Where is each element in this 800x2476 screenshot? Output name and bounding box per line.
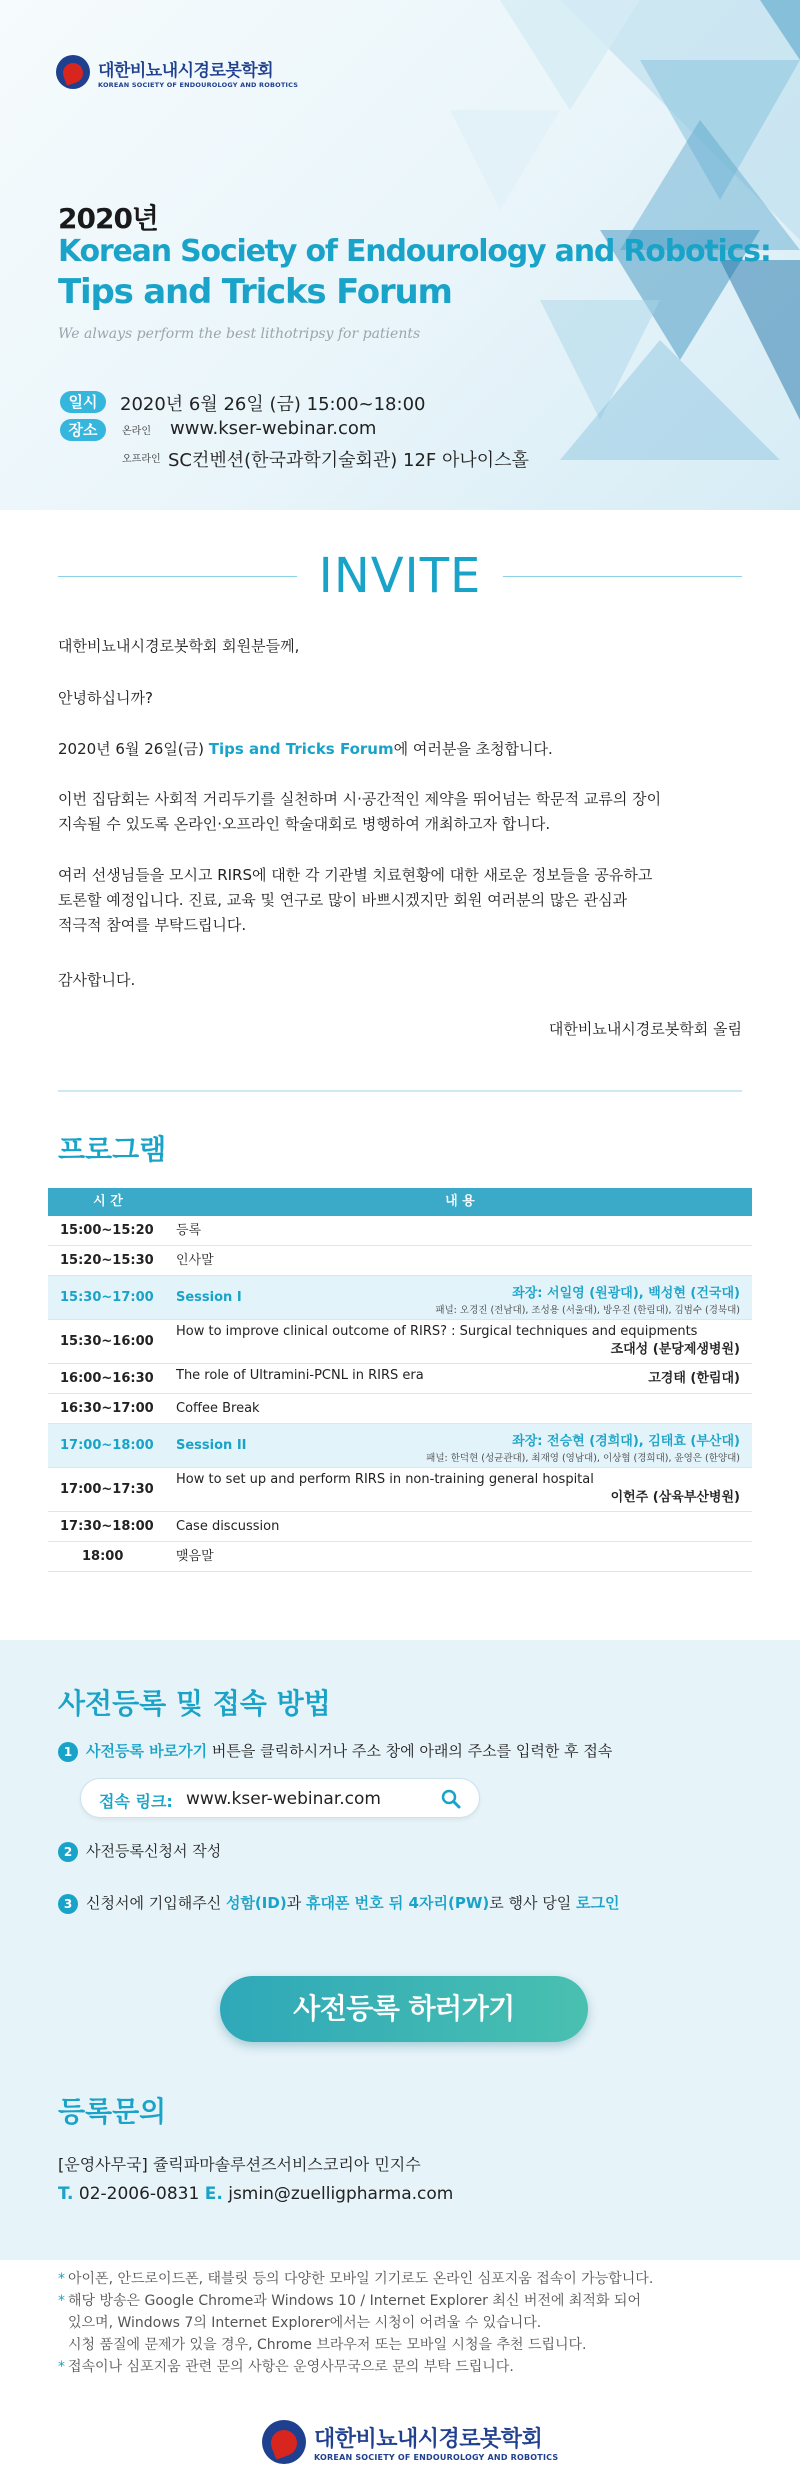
logo-english-name: KOREAN SOCIETY OF ENDOUROLOGY AND ROBOTICS (98, 80, 299, 89)
inquiry-office: [운영사무국] 쥴릭파마솔루션즈서비스코리아 민지수 (58, 2155, 421, 2174)
online-url[interactable]: www.kser-webinar.com (170, 418, 377, 439)
column-header-content: 내 용 (445, 1194, 475, 1209)
section-divider (58, 1090, 742, 1092)
program-row (48, 1246, 752, 1276)
email-label: E. (204, 2184, 223, 2204)
program-row-time: 15:30~16:00 (60, 1334, 154, 1349)
program-row-content (168, 1394, 752, 1423)
step-1-number: 1 (58, 1742, 78, 1762)
step-3-text-e: 로 행사 당일 (489, 1894, 576, 1912)
access-link-url[interactable]: www.kser-webinar.com (186, 1789, 381, 1809)
event-year: 2020년 (58, 202, 158, 235)
program-row-content (168, 1216, 752, 1245)
program-row-time: 16:00~16:30 (60, 1371, 154, 1386)
program-row-content (168, 1364, 752, 1393)
program-row-time: 18:00 (82, 1549, 124, 1564)
society-logo (56, 55, 298, 89)
preregister-shortcut-link[interactable]: 사전등록 바로가기 (86, 1742, 208, 1760)
note-contact: * 접속이나 심포지움 관련 문의 사항은 운영사무국으로 문의 부탁 드립니다. (58, 2356, 748, 2378)
program-row (48, 1468, 752, 1512)
note-browser-1: * 해당 방송은 Google Chrome과 Windows 10 / Internet Explorer 최신 버전에 최적화 되어 (58, 2290, 748, 2312)
offline-venue: SC컨벤션(한국과학기술회관) 12F 아나이스홀 (168, 450, 529, 471)
speaker: 조대성 (분당제생병원) (610, 1342, 740, 1357)
program-row-content (168, 1246, 752, 1275)
divider-right (503, 576, 742, 577)
access-link-box[interactable] (80, 1778, 480, 1818)
step-2-number: 2 (58, 1842, 78, 1862)
preregister-button[interactable]: 사전등록 하러가기 (220, 1976, 588, 2042)
forum-name-highlight: Tips and Tricks Forum (208, 740, 394, 758)
paragraph2-line2: 토론할 예정입니다. 진료, 교육 및 연구로 많이 바쁘시겠지만 회원 여러분의 많은 관심과 (58, 891, 628, 909)
tel-label: T. (58, 2184, 74, 2204)
program-row-time: 17:00~17:30 (60, 1482, 154, 1497)
step-3-login-highlight: 로그인 (576, 1894, 620, 1912)
program-item-title: Coffee Break (176, 1401, 260, 1416)
program-row-time: 15:30~17:00 (60, 1290, 154, 1305)
program-row (48, 1216, 752, 1246)
program-row-time: 16:30~17:00 (60, 1401, 154, 1416)
registration-section (0, 1640, 800, 2260)
step-3 (58, 1892, 619, 1914)
step-3-pw-highlight: 휴대폰 번호 뒤 4자리(PW) (305, 1894, 490, 1912)
paragraph2-line1: 여러 선생님들을 모시고 RIRS에 대한 각 기관별 치료현황에 대한 새로운 정보들을 공유하고 (58, 866, 653, 884)
session-panel: 패널: 한덕현 (성균관대), 최재영 (영남대), 이상협 (경희대), 윤영은 (한양대) (426, 1453, 740, 1464)
event-title-line2: Tips and Tricks Forum (58, 272, 452, 312)
program-row (48, 1394, 752, 1424)
program-item-title: 맺음말 (176, 1549, 214, 1564)
invite-title: INVITE (318, 548, 482, 604)
logo-korean-name: 대한비뇨내시경로봇학회 (98, 60, 274, 81)
invite-line-pre: 2020년 6월 26일(금) (58, 740, 209, 758)
session-chair: 좌장: 전승현 (경희대), 김태효 (부산대) (512, 1434, 740, 1449)
society-emblem-icon (56, 55, 90, 89)
program-row-content (168, 1276, 752, 1319)
note-browser-3: 시청 품질에 문제가 있을 경우, Chrome 브라우저 또는 모바일 시청을 추천 드립니다. (68, 2337, 587, 2353)
paragraph1-line1: 이번 집담회는 사회적 거리두기를 실천하며 시·공간적인 제약을 뛰어넘는 학문적 교류의 장이 (58, 790, 662, 808)
tel-number[interactable]: 02-2006-0831 (78, 2184, 200, 2204)
step-3-text-a: 신청서에 기입해주신 (86, 1894, 226, 1912)
program-item-title: 인사말 (176, 1253, 214, 1268)
footer-emblem-icon (262, 2420, 306, 2464)
program-table (48, 1188, 752, 1572)
program-row (48, 1424, 752, 1468)
column-header-time: 시 간 (93, 1194, 123, 1209)
inquiry-contact (58, 2184, 453, 2204)
program-row (48, 1320, 752, 1364)
paragraph2-line3: 적극적 참여를 부탁드립니다. (58, 916, 247, 934)
program-row-time: 15:20~15:30 (60, 1253, 154, 1268)
signature: 대한비뇨내시경로봇학회 올림 (548, 1020, 742, 1038)
step-3-text-c: 과 (286, 1894, 306, 1912)
program-row-time: 17:30~18:00 (60, 1519, 154, 1534)
tagline: We always perform the best lithotripsy for patients (58, 326, 421, 342)
invite-line (58, 737, 553, 762)
program-table-header (48, 1188, 752, 1216)
registration-title: 사전등록 및 접속 방법 (58, 1687, 331, 1720)
hero-banner (0, 0, 800, 510)
program-item-title: The role of Ultramini-PCNL in RIRS era (176, 1368, 424, 1383)
program-item-title: How to set up and perform RIRS in non-training general hospital (176, 1472, 594, 1487)
notes-section (58, 2268, 748, 2378)
program-title: 프로그램 (58, 1133, 167, 1166)
footer-logo (262, 2420, 558, 2464)
step-2-text: 사전등록신청서 작성 (86, 1842, 222, 1860)
program-row-time: 15:00~15:20 (60, 1223, 154, 1238)
step-3-id-highlight: 성함(ID) (225, 1894, 287, 1912)
program-row (48, 1512, 752, 1542)
email-address[interactable]: jsmin@zuelligpharma.com (228, 2184, 454, 2204)
invite-line-post: 에 여러분을 초청합니다. (393, 740, 553, 758)
inquiry-title: 등록문의 (58, 2095, 167, 2128)
program-row (48, 1542, 752, 1572)
divider-left (58, 576, 297, 577)
note-browser-2: 있으며, Windows 7의 Internet Explorer에서는 시청이 어려울 수 있습니다. (68, 2315, 542, 2331)
footer-logo-english: KOREAN SOCIETY OF ENDOUROLOGY AND ROBOTICS (314, 2453, 559, 2462)
step-3-number: 3 (58, 1894, 78, 1914)
access-link-label: 접속 링크: (99, 1792, 173, 1811)
program-row (48, 1364, 752, 1394)
program-item-title: Case discussion (176, 1519, 280, 1534)
paragraph1-line2: 지속될 수 있도록 온라인·오프라인 학술대회로 병행하여 개최하고자 합니다. (58, 815, 551, 833)
date-label-badge: 일시 (60, 391, 106, 413)
invite-heading (58, 548, 742, 604)
session-name: Session II (176, 1438, 247, 1453)
offline-label: 오프라인 (122, 454, 161, 465)
program-row-content (168, 1424, 752, 1467)
program-row-content (168, 1542, 752, 1571)
note-mobile: * 아이폰, 안드로이드폰, 태블릿 등의 다양한 모바일 기기로도 온라인 심포지움 접속이 가능합니다. (58, 2268, 748, 2290)
search-icon[interactable] (441, 1789, 461, 1809)
program-row-time: 17:00~18:00 (60, 1438, 154, 1453)
speaker: 고경태 (한림대) (648, 1371, 740, 1386)
step-1 (58, 1740, 612, 1762)
event-title-line1: Korean Society of Endourology and Robotics: (58, 234, 771, 269)
greeting: 대한비뇨내시경로봇학회 회원분들께, (58, 637, 300, 655)
speaker: 이헌주 (삼육부산병원) (610, 1490, 740, 1505)
session-chair: 좌장: 서일영 (원광대), 백성현 (건국대) (512, 1286, 740, 1301)
step-1-text: 버튼을 클릭하시거나 주소 창에 아래의 주소를 입력한 후 접속 (207, 1742, 613, 1760)
footer-logo-korean: 대한비뇨내시경로봇학회 (314, 2427, 543, 2452)
program-row (48, 1276, 752, 1320)
thanks-text: 감사합니다. (58, 971, 136, 989)
program-row-content (168, 1512, 752, 1541)
hello-text: 안녕하십니까? (58, 689, 153, 707)
date-value: 2020년 6월 26일 (금) 15:00~18:00 (120, 394, 426, 415)
online-label: 온라인 (122, 426, 151, 437)
program-item-title: 등록 (176, 1223, 202, 1238)
session-name: Session I (176, 1290, 242, 1305)
program-row-content (168, 1320, 752, 1363)
place-label-badge: 장소 (60, 419, 106, 441)
program-item-title: How to improve clinical outcome of RIRS? : Surgical techniques and equipments (176, 1324, 698, 1339)
session-panel: 패널: 오경진 (전남대), 조성용 (서울대), 방우진 (한림대), 김범수 (경북대) (435, 1305, 740, 1316)
step-2 (58, 1840, 221, 1862)
program-row-content (168, 1468, 752, 1511)
